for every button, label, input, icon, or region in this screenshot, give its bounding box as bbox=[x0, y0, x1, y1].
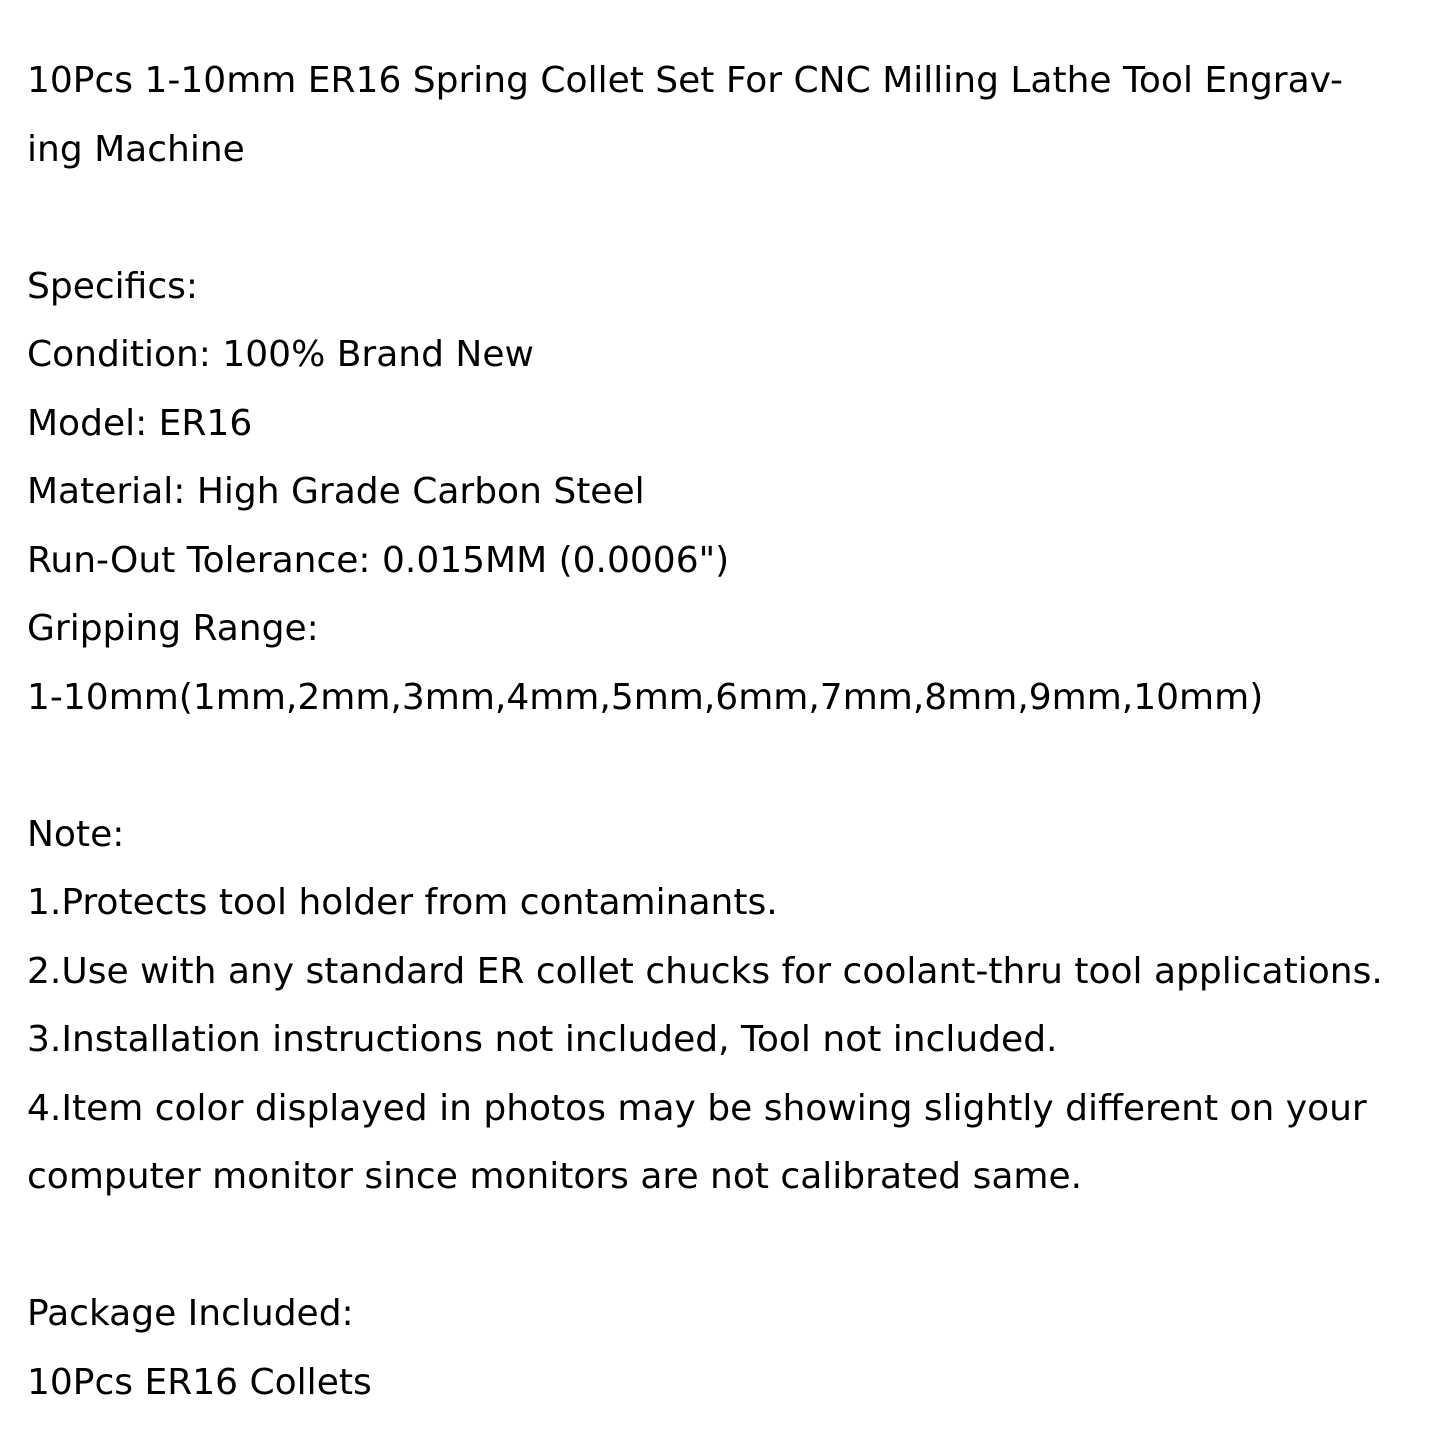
package-contents: 10Pcs ER16 Collets bbox=[27, 1361, 372, 1403]
spacer bbox=[27, 732, 1432, 801]
spacer bbox=[27, 184, 1432, 253]
spec-gripping-heading: Gripping Range: bbox=[27, 608, 319, 649]
package-heading: Package Included: bbox=[27, 1293, 354, 1334]
spec-gripping-values: 1-10mm(1mm,2mm,3mm,4mm,5mm,6mm,7mm,8mm,9mm,10mm) bbox=[27, 676, 1264, 718]
product-title-line-2: ing Machine bbox=[27, 128, 245, 170]
specifics-heading: Specifics: bbox=[27, 265, 198, 307]
note-item-4-line-1: 4.Item color displayed in photos may be showing slightly different on your bbox=[27, 1087, 1367, 1129]
note-heading: Note: bbox=[27, 813, 125, 855]
spec-material: Material: High Grade Carbon Steel bbox=[27, 471, 645, 512]
product-description bbox=[27, 47, 1432, 1417]
spec-model: Model: ER16 bbox=[27, 402, 253, 444]
note-item-3: 3.Installation instructions not included, Tool not included. bbox=[27, 1019, 1058, 1060]
note-item-4-line-2: computer monitor since monitors are not calibrated same. bbox=[27, 1156, 1083, 1197]
note-item-1: 1.Protects tool holder from contaminants. bbox=[27, 882, 778, 923]
spec-condition: Condition: 100% Brand New bbox=[27, 334, 534, 375]
note-item-2: 2.Use with any standard ER collet chucks for coolant-thru tool applications. bbox=[27, 950, 1383, 992]
spacer bbox=[27, 1212, 1432, 1281]
product-title-line-1: 10Pcs 1-10mm ER16 Spring Collet Set For CNC Milling Lathe Tool Engrav- bbox=[27, 60, 1343, 101]
spec-tolerance: Run-Out Tolerance: 0.015MM (0.0006") bbox=[27, 539, 730, 581]
